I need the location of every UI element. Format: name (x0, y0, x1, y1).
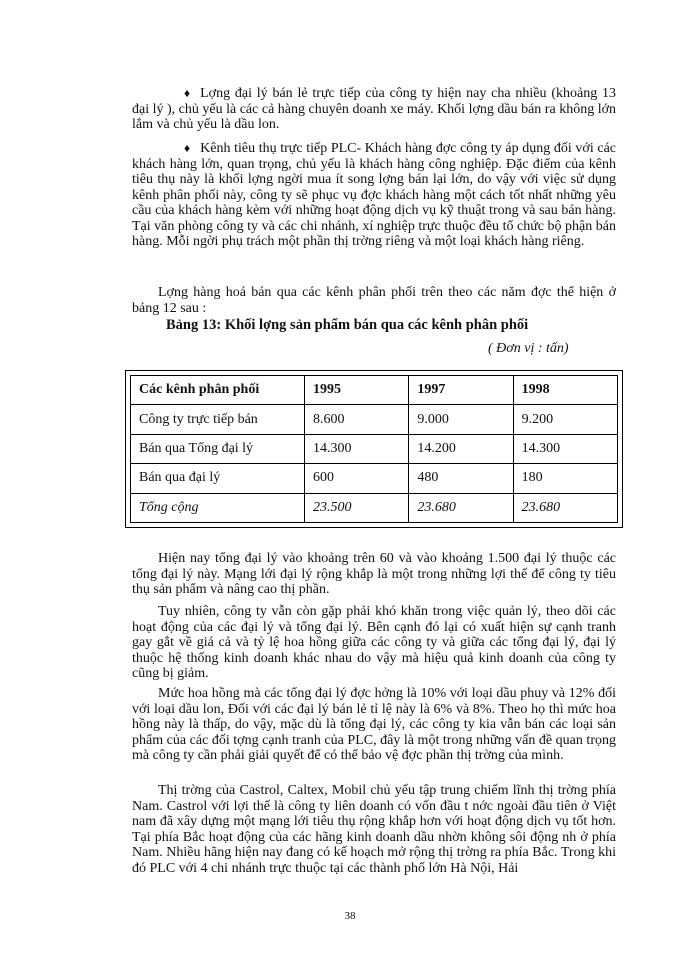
paragraph-text: Lợng đại lý bán lẻ trực tiếp của công ty hiện nay cha nhiều (khoảng 13 đại lý ), chủ yếu là các cả hàng chuyên doanh xe máy. Khối lợng dầu bán ra không lớn lắm và chủ yếu là dầu lon. (132, 86, 616, 132)
diamond-bullet-icon: ♦ (184, 86, 191, 100)
diamond-bullet-icon: ♦ (184, 141, 191, 155)
table-row (131, 464, 618, 493)
table-row (131, 434, 618, 463)
table-cell: 9.200 (513, 405, 617, 434)
table-cell: 14.300 (305, 434, 409, 463)
total-cell: 23.500 (305, 493, 409, 522)
header-cell: 1997 (409, 376, 513, 405)
paragraph-text: Kênh tiêu thụ trực tiếp PLC- Khách hàng đợc công ty áp dụng đối với các khách hàng lớn, quan trọng, chủ yếu là khách hàng công nghiệp. Đặc điểm của kênh tiêu thụ này là khối lợng ngời mua ít song lợng bán lại lớn, do vậy với việc sử dụng kênh phân phối này, công ty sẽ phục vụ đợc khách hàng một cách tốt nhất những yêu cầu của khách hàng kèm với những hoạt động dịch vụ kỹ thuật trong và sau bán hàng. Tại văn phòng công ty và các chi nhánh, xí nghiệp trực thuộc đều tổ chức bộ phận bán hàng. Mỗi ngời phụ trách một phần thị trờng riêng và một loại khách hàng riêng. (132, 141, 616, 249)
table-cell: Bán qua Tổng đại lý (131, 434, 305, 463)
table-total-row (131, 493, 618, 522)
paragraph-market: Thị trờng của Castrol, Caltex, Mobil chủ yếu tập trung chiếm lĩnh thị trờng phía Nam. Castrol với lợi thế là công ty liên doanh có vốn đầu t nớc ngoài đầu tiên ở Việt nam đã xây dựng một mạng lới tiêu thụ rộng khắp hơn với hoạt động dịch vụ tốt hơn. Tại phía Bắc hoạt động của các hãng kinh doanh dầu nhờn không sôi động nh ở phía Nam. Nhiều hãng hiện nay đang có kế hoạch mở rộng thị trờng ra phía Bắc. Trong khi đó PLC với 4 chi nhánh trực thuộc tại các thành phố lớn Hà Nội, Hải (132, 783, 616, 876)
table-cell: 14.300 (513, 434, 617, 463)
table-row (131, 405, 618, 434)
header-cell: 1995 (305, 376, 409, 405)
total-cell: 23.680 (513, 493, 617, 522)
table-cell: 14.200 (409, 434, 513, 463)
header-cell: Các kênh phân phối (131, 376, 305, 405)
table-cell: 8.600 (305, 405, 409, 434)
paragraph-table-intro: Lợng hàng hoá bán qua các kênh phân phối trên theo các năm đợc thể hiện ở bảng 12 sau : (132, 285, 616, 316)
paragraph-retail-agents (132, 86, 616, 133)
table-cell: Công ty trực tiếp bán (131, 405, 305, 434)
table-cell: 180 (513, 464, 617, 493)
table-cell: Bán qua đại lý (131, 464, 305, 493)
paragraph-direct-channel (132, 141, 616, 250)
paragraph-commission: Mức hoa hồng mà các tổng đại lý đợc hởng là 10% với loại dầu phuy và 12% đối với loại dầu lon, Đối với các đại lý bán lẻ tỉ lệ này là 6% và 8%. Theo họ thì mức hoa hồng này là thấp, do vậy, mặc dù là tổng đại lý, các công ty kia vẫn bán các loại sản phẩm của các đối tợng cạnh tranh của PLC, đây là một trong những vấn đề quan trọng mà công ty cần phải giải quyết để có thể bảo vệ đợc phần thị trờng của mình. (132, 686, 616, 763)
table-cell: 9.000 (409, 405, 513, 434)
table-cell: 600 (305, 464, 409, 493)
table-header-row (131, 376, 618, 405)
page-number: 38 (344, 910, 356, 922)
total-cell: 23.680 (409, 493, 513, 522)
paragraph-management-difficulty: Tuy nhiên, công ty vẫn còn gặp phải khó khăn trong việc quản lý, theo dõi các hoạt động của các đại lý và tổng đại lý. Bên cạnh đó lại có xuất hiện sự cạnh tranh gay gắt về giá cả và tỷ lệ hoa hồng giữa các công ty và giữa các tổng đại lý, đại lý thuộc hệ thống kinh doanh khác nhau do vậy mà hiệu quả kinh doanh của công ty cũng bị giảm. (132, 604, 616, 681)
table-unit: ( Đơn vị : tấn) (488, 341, 569, 356)
table-cell: 480 (409, 464, 513, 493)
paragraph-agents-count: Hiện nay tổng đại lý vào khoảng trên 60 và vào khoảng 1.500 đại lý thuộc các tổng đại lý này. Mạng lới đại lý rộng khắp là một trong những lợi thế để công ty tiêu thụ sản phẩm và nâng cao thị phần. (132, 551, 616, 597)
table-caption: Bảng 13: Khối lợng sản phẩm bán qua các kênh phân phối (166, 317, 529, 333)
total-cell: Tổng cộng (131, 493, 305, 522)
header-cell: 1998 (513, 376, 617, 405)
sales-channel-table (125, 370, 623, 528)
